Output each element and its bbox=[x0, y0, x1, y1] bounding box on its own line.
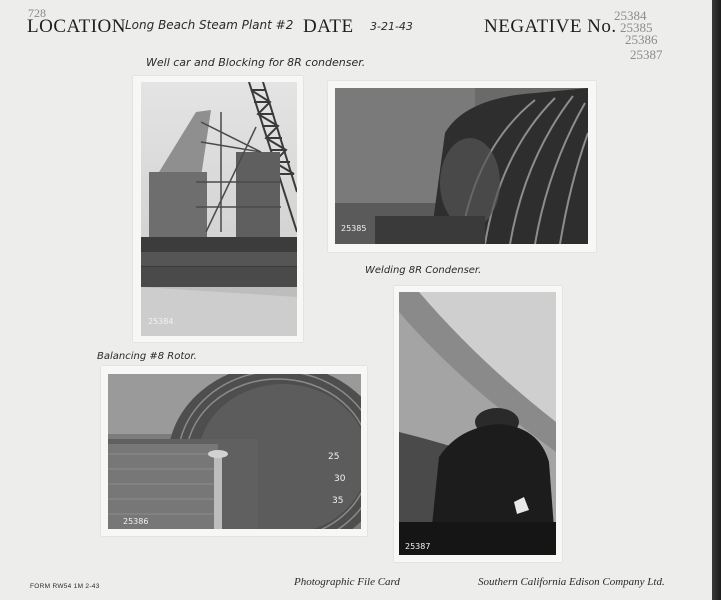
photo-condenser bbox=[335, 88, 588, 244]
photo-rotor bbox=[108, 374, 361, 529]
form-number: FORM RW54 1M 2-43 bbox=[30, 583, 100, 590]
negative-number-stamp: 25385 bbox=[341, 224, 367, 233]
photo-well-car bbox=[141, 82, 297, 336]
negative-number: 25386 bbox=[625, 32, 658, 47]
negative-number: 25384 bbox=[614, 8, 647, 23]
negative-number-label: NEGATIVE No. bbox=[484, 16, 617, 37]
photo-welding bbox=[399, 292, 556, 555]
rotor-mark: 35 bbox=[332, 496, 344, 506]
negative-number: 25385 bbox=[620, 20, 653, 35]
card-number: 728 bbox=[28, 6, 46, 20]
negative-number-stamp: 25384 bbox=[148, 317, 174, 326]
date-value: 3-21-43 bbox=[370, 20, 413, 33]
negative-number: 25387 bbox=[630, 47, 663, 62]
location-value: Long Beach Steam Plant #2 bbox=[125, 18, 294, 32]
caption-welding: Welding 8R Condenser. bbox=[365, 265, 482, 276]
location-label: LOCATION bbox=[27, 16, 126, 37]
file-card-label: Photographic File Card bbox=[294, 576, 400, 588]
rotor-mark: 30 bbox=[334, 474, 346, 484]
negative-number-stamp: 25386 bbox=[123, 517, 149, 526]
caption-well-car: Well car and Blocking for 8R condenser. bbox=[146, 56, 366, 69]
date-label: DATE bbox=[303, 16, 354, 37]
company-name: Southern California Edison Company Ltd. bbox=[478, 576, 665, 588]
caption-balancing: Balancing #8 Rotor. bbox=[97, 351, 197, 362]
rotor-mark: 25 bbox=[328, 452, 340, 462]
negative-number-stamp: 25387 bbox=[405, 542, 431, 551]
card-edge bbox=[712, 0, 721, 600]
